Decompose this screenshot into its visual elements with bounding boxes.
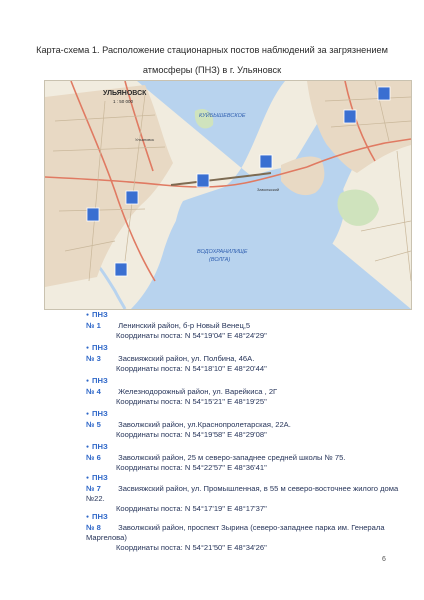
station-address: Ленинский район, б-р Новый Венец,5	[118, 321, 251, 330]
reservoir-label-volga: (ВОЛГА)	[209, 257, 231, 263]
station-marker-2	[344, 110, 356, 123]
station-marker-6	[87, 208, 99, 221]
station-marker-7	[115, 263, 127, 276]
district-label-ulyanovsk: Ульяновск	[135, 137, 155, 142]
station-label: ● ПНЗ № 1	[86, 310, 116, 331]
station-marker-3	[260, 155, 272, 168]
scale-label: 1 : 50 000	[113, 99, 134, 104]
district-label-zavolzhsky: Заволжский	[257, 187, 280, 192]
reservoir-label-vodokhranilishche: ВОДОХРАНИЛИЩЕ	[197, 249, 248, 255]
city-map	[44, 80, 412, 310]
station-coordinates: Координаты поста: N 54°18'10" E 48°20'44"	[116, 364, 267, 373]
station-list-item	[86, 310, 406, 343]
station-marker-5	[126, 191, 138, 204]
station-list	[86, 310, 406, 556]
station-list-item	[86, 512, 406, 556]
station-list-item	[86, 442, 406, 473]
station-marker-4	[197, 174, 209, 187]
station-coordinates: Координаты поста: N 54°19'58" E 48°29'08"	[116, 430, 267, 439]
station-coordinates: Координаты поста: N 54°19'04" E 48°24'29"	[116, 331, 267, 340]
station-label: ● ПНЗ № 5	[86, 409, 116, 430]
station-coordinates: Координаты поста: N 54°17'19" E 48°17'37"	[116, 504, 267, 513]
station-coordinates: Координаты поста: N 54°21'50" E 48°34'26"	[116, 543, 267, 552]
station-address: Заволжский район, ул.Краснопролетарская, 22А.	[118, 420, 291, 429]
station-label: ● ПНЗ № 3	[86, 343, 116, 364]
map-caption-line-1: Карта-схема 1. Расположение стационарных постов наблюдений за загрязнением	[36, 45, 388, 55]
station-list-item	[86, 376, 406, 409]
station-label: ● ПНЗ № 4	[86, 376, 116, 397]
station-address: Заволжский район, 25 м северо-западнее средней школы № 75.	[118, 453, 346, 462]
map-caption	[20, 40, 404, 80]
station-address: Засвияжский район, ул. Полбина, 46А.	[118, 354, 255, 363]
station-list-item	[86, 343, 406, 376]
park-area-east	[338, 190, 379, 226]
station-coordinates: Координаты поста: N 54°22'57" E 48°36'41"	[116, 463, 267, 472]
station-label: ● ПНЗ № 7	[86, 473, 116, 494]
station-address: Заволжский район, проспект Зырина (северо-западнее парка им. Генерала Маргелова)	[86, 523, 385, 542]
city-label: УЛЬЯНОВСК	[103, 90, 147, 97]
map-caption-line-2: атмосферы (ПНЗ) в г. Ульяновск	[142, 65, 282, 75]
station-list-item	[86, 409, 406, 442]
station-label: ● ПНЗ № 8	[86, 512, 116, 533]
station-list-item	[86, 473, 406, 512]
station-marker-1	[378, 87, 390, 100]
page-number: 6	[382, 556, 386, 563]
station-address: Железнодорожный район, ул. Варейкиса , 2Г	[118, 387, 278, 396]
station-coordinates: Координаты поста: N 54°15'21" E 48°19'25"	[116, 397, 267, 406]
station-address: Засвияжский район, ул. Промышленная, в 55 м северо-восточнее жилого дома №22.	[86, 484, 399, 503]
map-drawing	[45, 81, 411, 309]
station-label: ● ПНЗ № 6	[86, 442, 116, 463]
reservoir-label-kuibyshevskoe: КУЙБЫШЕВСКОЕ	[199, 113, 246, 119]
